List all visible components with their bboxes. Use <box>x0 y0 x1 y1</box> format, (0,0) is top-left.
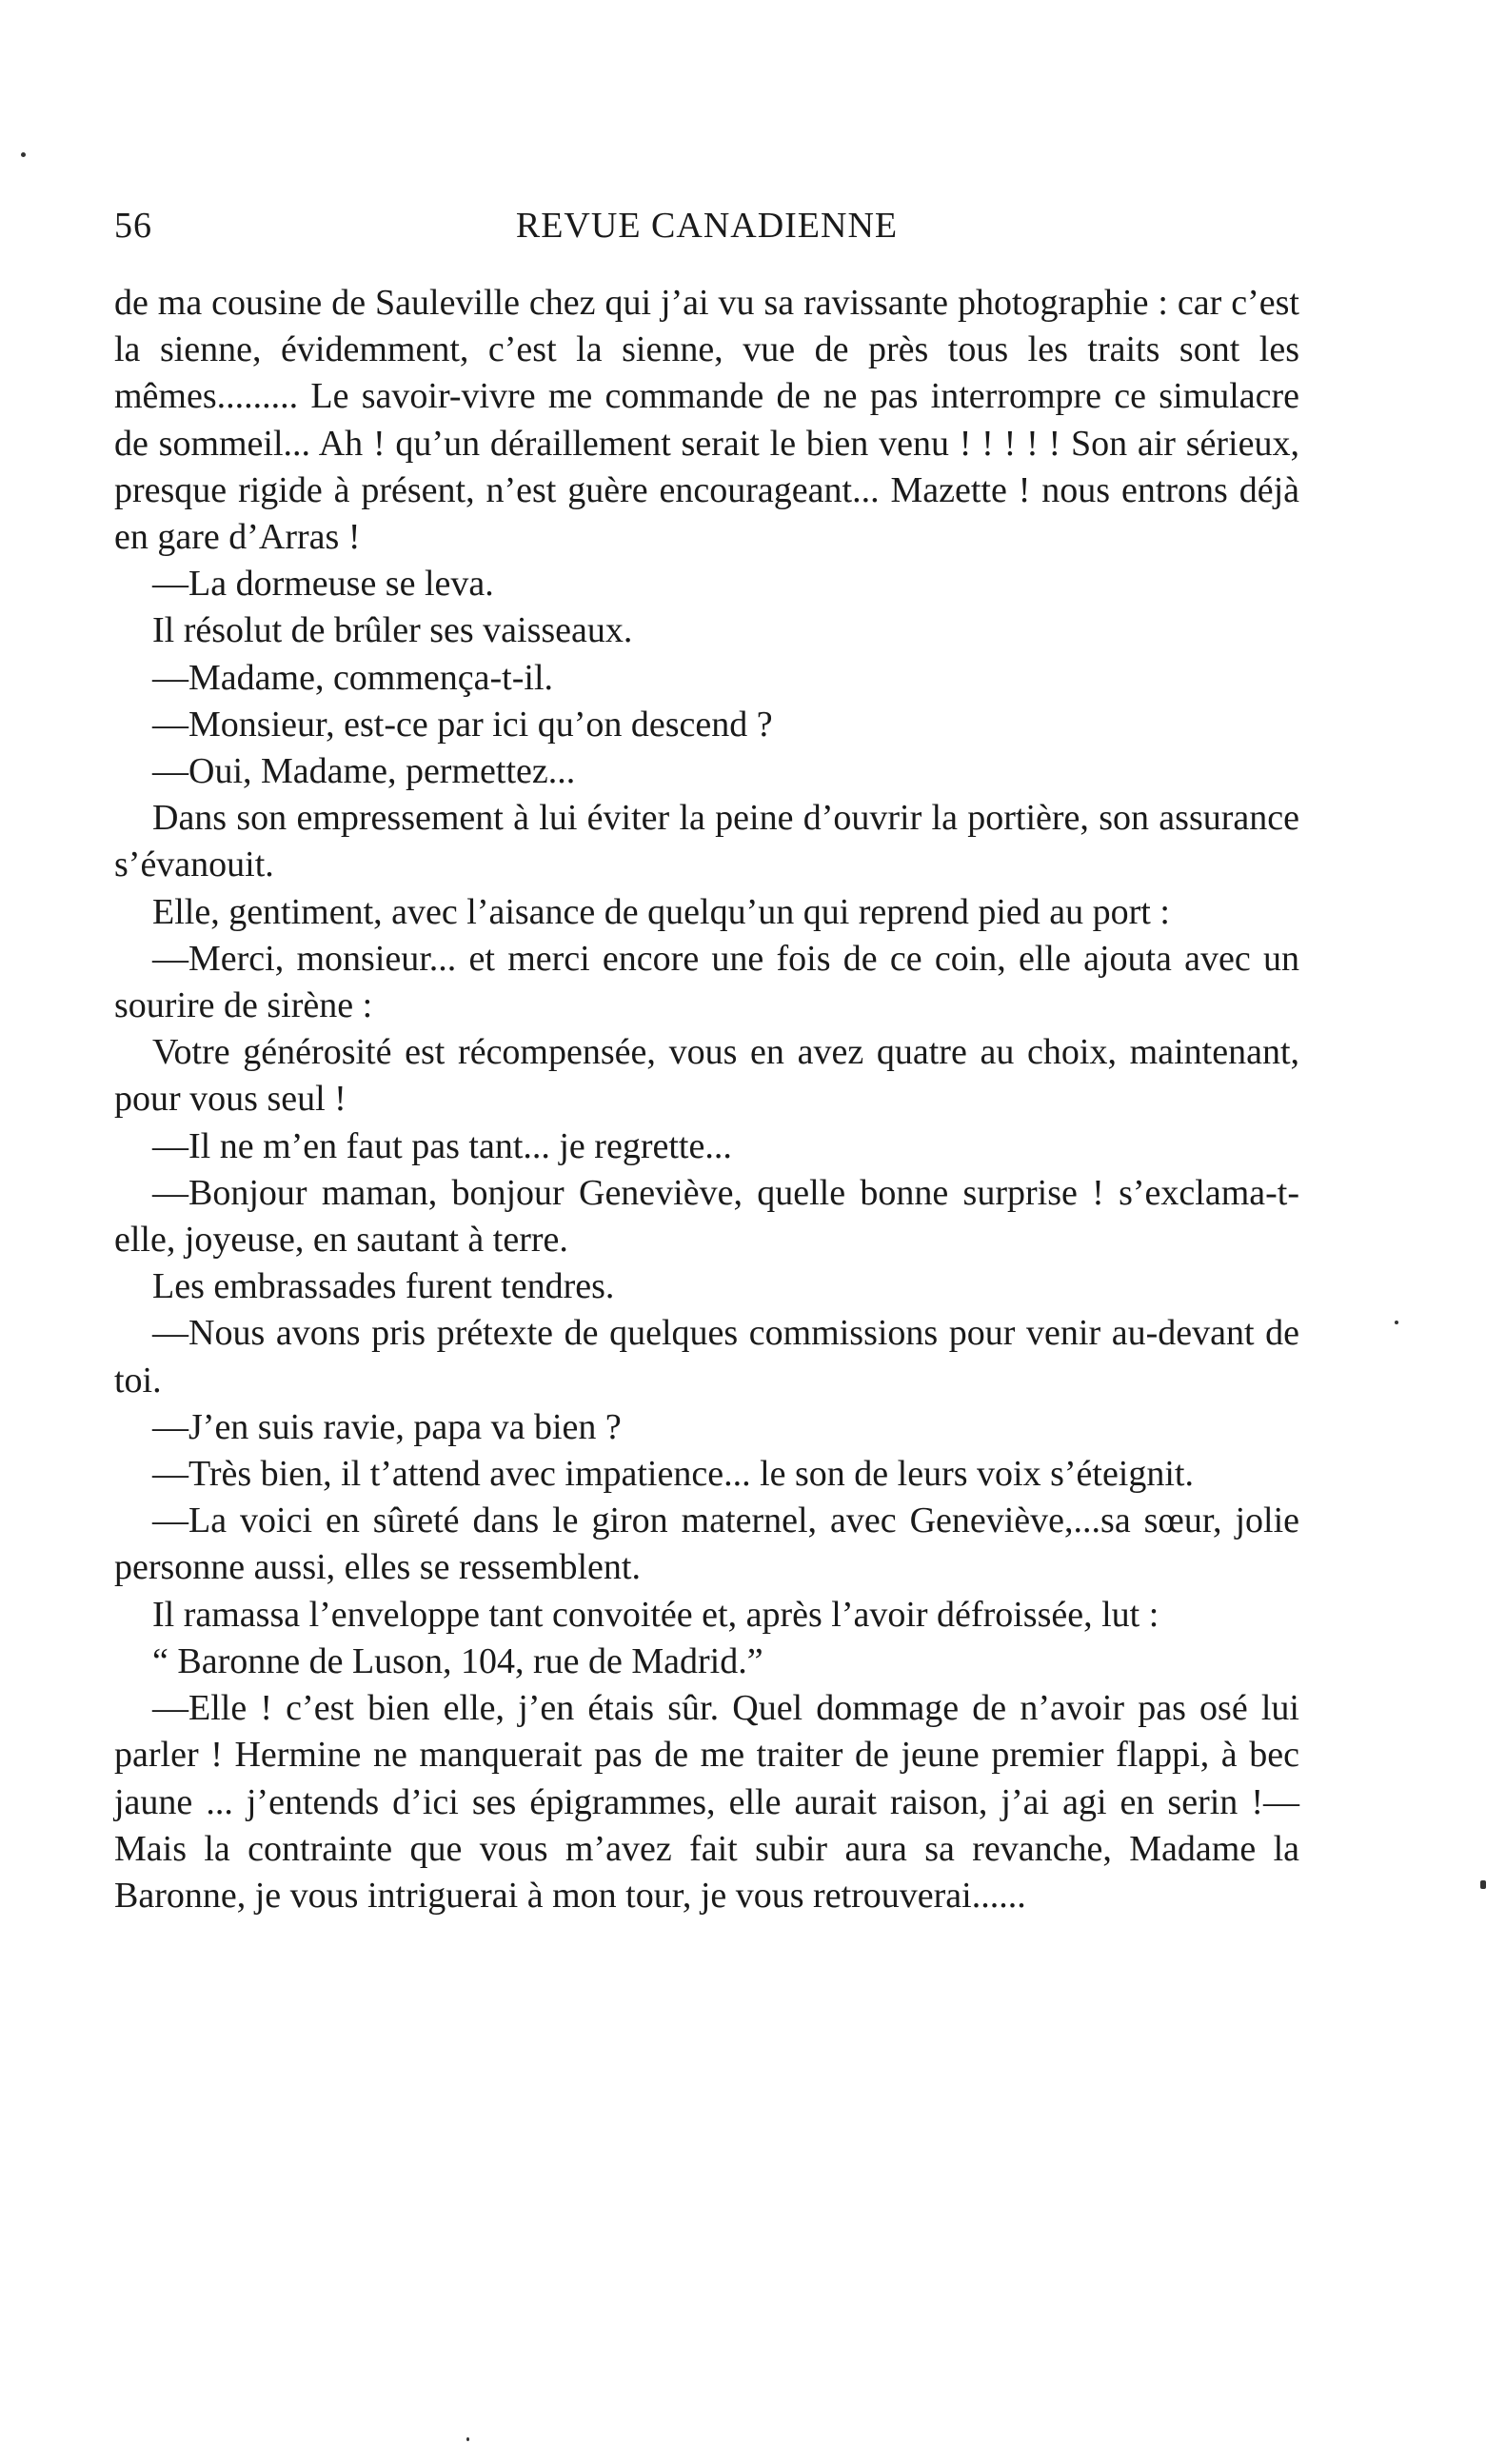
paragraph: —La voici en sûreté dans le giron maternel, avec Geneviève,...sa sœur, jolie personne aussi, elles se ressemblent. <box>114 1500 1299 1588</box>
paragraph: —Nous avons pris prétexte de quelques commissions pour venir au-devant de toi. <box>114 1313 1299 1401</box>
page-number: 56 <box>114 206 152 246</box>
paragraph: —Bonjour maman, bonjour Geneviève, quelle bonne surprise ! s’exclama-t-elle, joyeuse, en sautant à terre. <box>114 1172 1299 1261</box>
ink-speck <box>466 2437 469 2441</box>
paragraph: —Oui, Madame, permettez... <box>152 751 576 792</box>
paragraph: —Elle ! c’est bien elle, j’en étais sûr. Quel dommage de n’avoir pas osé lui parler ! Hermine ne manquerait pas de me traiter de jeune premier flappi, à bec jaune ... j’entends d’ici ses épigrammes, elle aurait raison, j’ai agi en serin !—Mais la contrainte que vous m’avez fait subir aura sa revanche, Madame la Baronne, je vous intriguerai à mon tour, je vous retrouverai...... <box>114 1688 1299 1916</box>
paragraph: Votre générosité est récompensée, vous en avez quatre au choix, maintenant, pour vous seul ! <box>114 1032 1299 1120</box>
paragraph: —Il ne m’en faut pas tant... je regrette... <box>152 1125 732 1166</box>
paragraph: —Monsieur, est-ce par ici qu’on descend ? <box>152 704 773 745</box>
paragraph: —Merci, monsieur... et merci encore une fois de ce coin, elle ajouta avec un sourire de sirène : <box>114 938 1299 1026</box>
paragraph: —Très bien, il t’attend avec impatience... le son de leurs voix s’éteignit. <box>152 1454 1194 1495</box>
running-title: REVUE CANADIENNE <box>515 206 899 246</box>
page-header <box>114 205 1299 252</box>
ink-speck <box>1395 1321 1398 1324</box>
paragraph: “ Baronne de Luson, 104, rue de Madrid.” <box>152 1640 763 1681</box>
paragraph: —J’en suis ravie, papa va bien ? <box>152 1406 622 1447</box>
paragraph: Dans son empressement à lui éviter la peine d’ouvrir la portière, son assurance s’évanouit. <box>114 798 1299 885</box>
ink-speck <box>1480 1880 1486 1889</box>
paragraph: de ma cousine de Sauleville chez qui j’ai vu sa ravissante photographie : car c’est la sienne, évidemment, c’est la sienne, vue de près tous les traits sont les mêmes......... Le savoir-vivre me commande de ne pas interrompre ce simulacre de sommeil... Ah ! qu’un déraillement serait le bien venu ! ! ! ! ! Son air sérieux, presque rigide à présent, n’est guère encourageant... Mazette ! nous entrons déjà en gare d’Arras ! <box>114 283 1299 558</box>
paragraph: —La dormeuse se leva. <box>152 564 494 605</box>
paragraph: Les embrassades furent tendres. <box>152 1266 615 1307</box>
paragraph: —Madame, commença-t-il. <box>152 657 554 698</box>
paragraph: Il ramassa l’enveloppe tant convoitée et, après l’avoir défroissée, lut : <box>152 1594 1159 1635</box>
ink-speck <box>21 152 26 157</box>
paragraph: Elle, gentiment, avec l’aisance de quelqu’un qui reprend pied au port : <box>152 891 1170 932</box>
paragraph: Il résolut de brûler ses vaisseaux. <box>152 610 633 651</box>
body-text <box>114 280 1299 1919</box>
